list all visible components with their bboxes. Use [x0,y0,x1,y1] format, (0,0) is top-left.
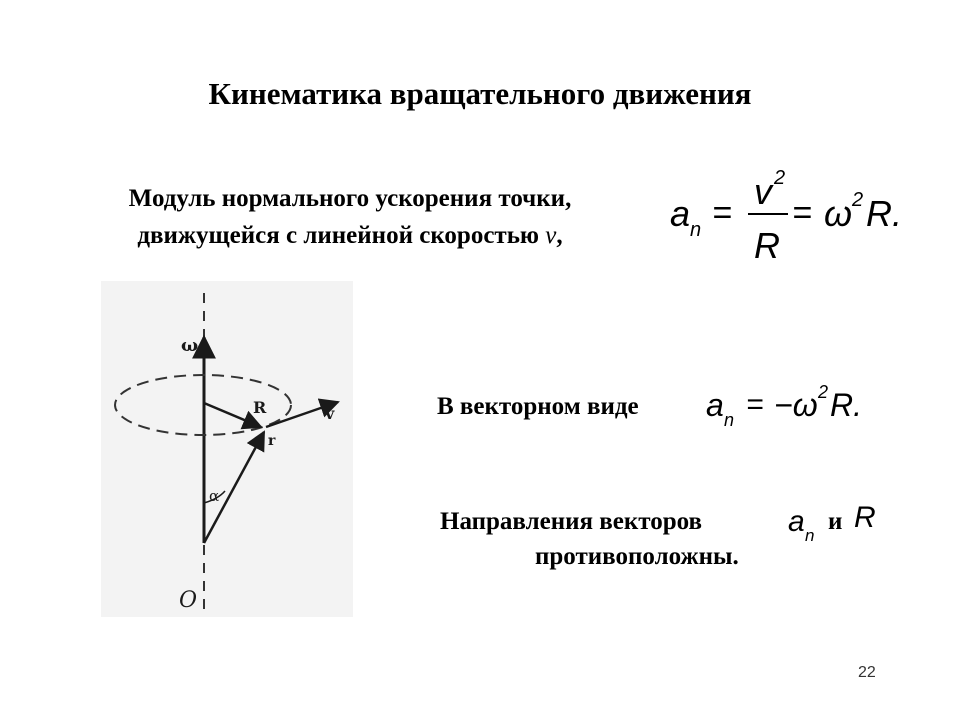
inline-n-subscript: n [805,526,815,545]
angle-label: α [209,487,220,505]
rotation-diagram [101,281,353,617]
formula-v-squared: 2 [774,167,786,189]
formula-a-symbol: a [670,193,691,234]
formula-n-subscript: n [690,219,702,241]
omega-label: ω [181,335,199,356]
formula-equals-1: = [712,194,732,232]
vector-formula-r-end: R. [830,387,862,423]
origin-label: O [179,588,198,613]
page-number: 22 [858,664,876,681]
radius-label: R [253,398,267,417]
vector-formula-equals: = [746,388,764,421]
vector-formula-a-symbol: a [706,387,724,423]
formula-r-denominator: R [754,225,780,266]
inline-radius-symbol [852,497,880,541]
intro-text [40,180,660,254]
intro-line-2-suffix: , [556,222,563,249]
vector-form-label: В векторном виде [437,393,639,420]
formula-omega-squared: 2 [852,189,864,211]
vector-acceleration-formula [704,378,884,434]
intro-line-2 [40,217,660,254]
formula-r-end: R. [866,193,902,234]
directions-and: и [828,508,843,535]
vector-formula-n-subscript: n [724,410,735,430]
formula-equals-2: = [792,194,812,232]
inline-r-symbol: R [854,501,876,534]
vector-formula-squared: 2 [818,382,829,402]
intro-line-1: Модуль нормального ускорения точки, [128,185,572,212]
inline-a-symbol: a [788,505,805,538]
velocity-label: v [325,404,335,423]
formula-omega: ω [824,193,853,234]
position-label: r [268,433,276,449]
directions-line-2: противоположны. [535,543,739,570]
directions-line-1: Направления векторов [440,508,703,535]
intro-line-2-prefix: движущейся с линейной скоростью [137,222,546,249]
slide-title: Кинематика вращательного движения [208,76,752,111]
normal-acceleration-formula [668,164,928,274]
inline-acceleration-symbol [786,497,826,547]
formula-v-numerator: v [754,171,772,212]
vector-formula-minus-omega: −ω [774,387,818,423]
velocity-variable: v [545,222,557,249]
